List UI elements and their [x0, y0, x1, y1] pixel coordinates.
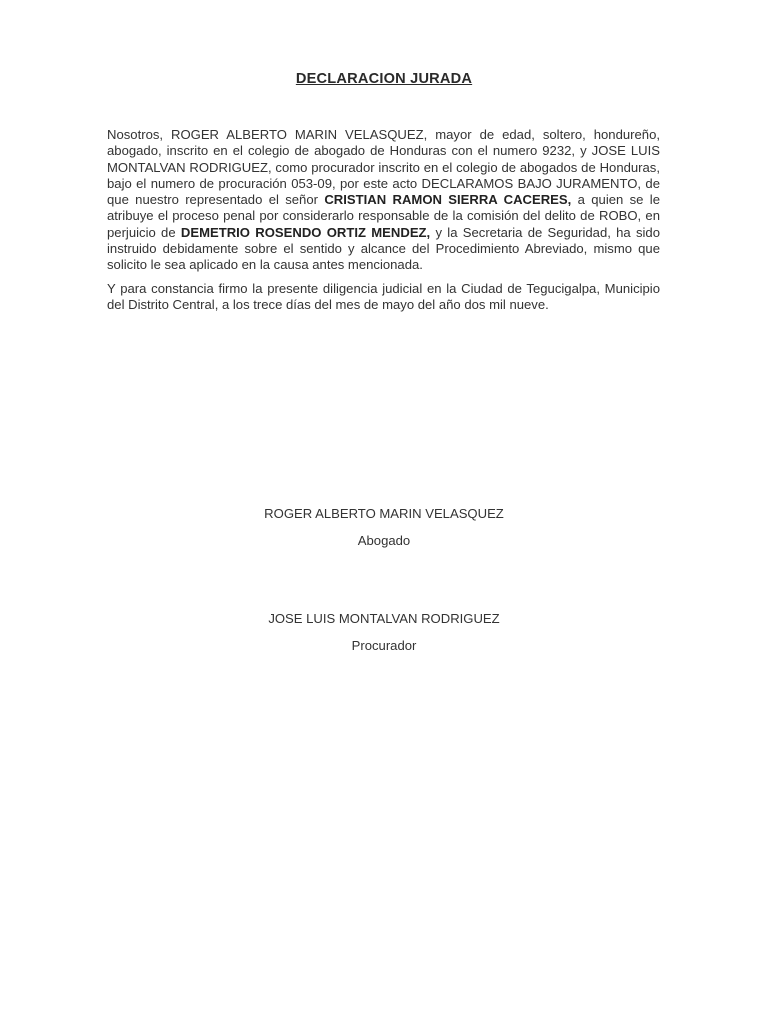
signature-role-procurator: Procurador [351, 638, 417, 653]
signature-role-lawyer: Abogado [357, 533, 411, 548]
signature-name-lawyer: ROGER ALBERTO MARIN VELASQUEZ [264, 506, 504, 521]
accused-name: CRISTIAN RAMON SIERRA CACERES, [324, 192, 572, 208]
declaration-paragraph [107, 127, 660, 274]
signature-name-procurator: JOSE LUIS MONTALVAN RODRIGUEZ [268, 611, 500, 626]
victim-name: DEMETRIO ROSENDO ORTIZ MENDEZ, [180, 224, 431, 240]
document-body [107, 127, 660, 320]
declaration-text-part2: a quien se le atribuye el proceso penal por considerarlo responsable de la comisión del delito de ROBO, en perjuicio de [107, 192, 660, 240]
declaration-text-part3: y la Secretaria de Seguridad, ha sido instruido debidamente sobre el sentido y alcance del Procedimiento Abreviado, mismo que solicito le sea aplicado en la causa antes mencionada. [107, 224, 660, 273]
document-title: DECLARACION JURADA [295, 71, 473, 87]
declaration-text-part1: Nosotros, ROGER ALBERTO MARIN VELASQUEZ, mayor de edad, soltero, hondureño, abogado, inscrito en el colegio de abogado de Honduras con el numero 9232, y JOSE LUIS MONTALVAN RODRIGUEZ, como procurador inscrito en el colegio de abogados de Honduras, bajo el numero de procuración 053-09, por este acto DECLARAMOS BAJO JURAMENTO, de que nuestro representado el señor [107, 127, 660, 208]
constancy-paragraph: Y para constancia firmo la presente diligencia judicial en la Ciudad de Tegucigalpa, Municipio del Distrito Central, a los trece días del mes de mayo del año dos mil nueve. [107, 280, 660, 312]
